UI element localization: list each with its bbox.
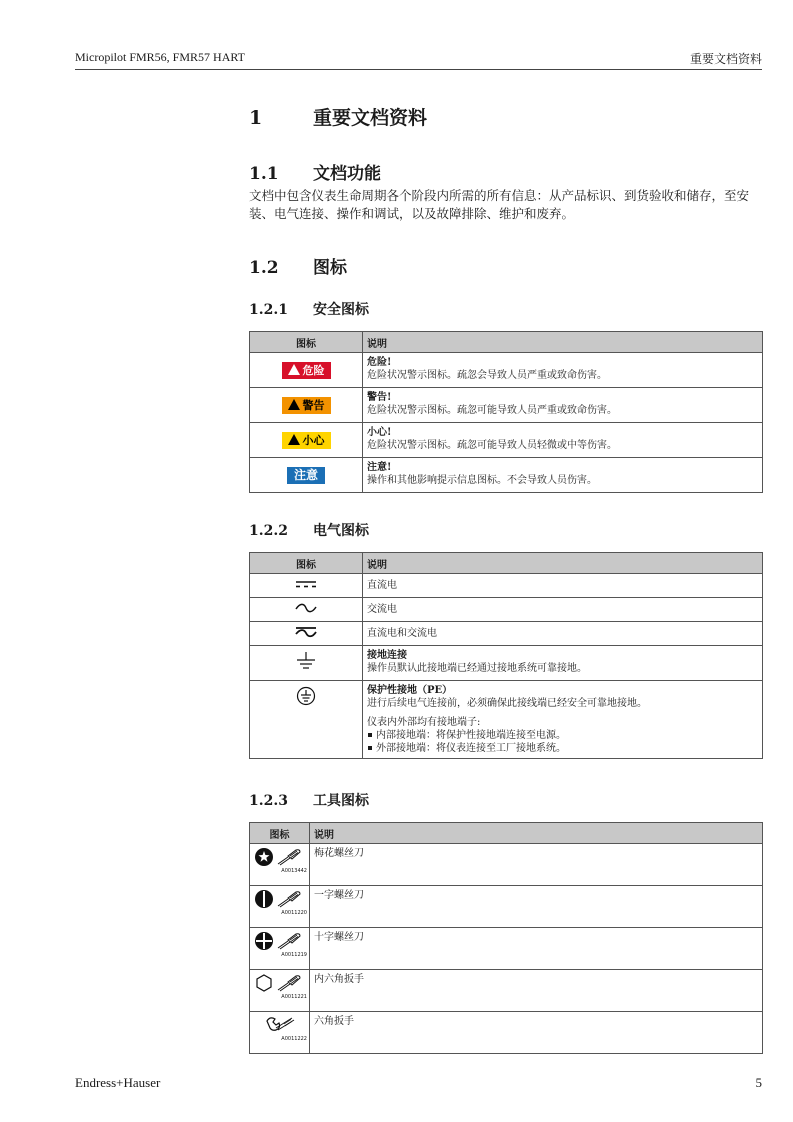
table-row: 保护性接地（PE） 进行后续电气连接前，必须确保此接线端已经安全可靠地接地。 仪表内外部均有接地端子: 内部接地端：将保护性接地端连接至电源。 外部接地端：将仪表连接至工厂接地系统。 — [250, 681, 763, 759]
table-row: A0011221 内六角扳手 — [250, 970, 763, 1012]
warning-badge: 警告 — [282, 397, 331, 414]
safety-symbols-table — [249, 331, 763, 493]
table-row: 警告 警告! 危险状况警示图标。疏忽可能导致人员严重或致命伤害。 — [250, 388, 763, 423]
torx-screwdriver-icon — [254, 847, 274, 867]
hexagon-key-icon — [254, 973, 274, 993]
section-1-2-2-heading: 1.2.2 电气图标 — [249, 523, 369, 539]
ac-dc-current-icon — [295, 626, 317, 638]
allen-key-icon — [276, 974, 302, 992]
table-row: A0013442 梅花螺丝刀 — [250, 844, 763, 886]
page-header — [75, 48, 762, 70]
protective-earth-icon — [296, 686, 316, 706]
list-item: 外部接地端：将仪表连接至工厂接地系统。 — [367, 742, 758, 755]
col-icon-header: 图标 — [250, 332, 363, 353]
table-row: 小心 小心! 危险状况警示图标。疏忽可能导致人员轻微或中等伤害。 — [250, 423, 763, 458]
warning-triangle-icon — [288, 399, 300, 410]
list-item: 内部接地端：将保护性接地端连接至电源。 — [367, 729, 758, 742]
table-row: 直流电和交流电 — [250, 622, 763, 646]
table-row: 接地连接 操作员默认此接地端已经通过接地系统可靠接地。 — [250, 646, 763, 681]
alternating-current-icon — [295, 603, 317, 613]
table-row: 直流电 — [250, 574, 763, 598]
table-row: A0011219 十字螺丝刀 — [250, 928, 763, 970]
section-1-2-1-heading: 1.2.1 安全图标 — [249, 302, 369, 318]
notice-badge: 注意 — [287, 467, 325, 484]
section-1-1-text: 文档中包含仪表生命周期各个阶段内所需的所有信息：从产品标识、到货验收和储存，至安装、电气连接、操作和调试，以及故障排除、维护和废弃。 — [249, 188, 750, 221]
danger-badge: 危险 — [282, 362, 331, 379]
direct-current-icon — [295, 579, 317, 589]
warning-triangle-icon — [288, 364, 300, 375]
section-1-2-3-heading: 1.2.3 工具图标 — [249, 793, 369, 809]
warning-triangle-icon — [288, 434, 300, 445]
page-number: 5 — [755, 1075, 762, 1090]
screwdriver-icon — [276, 890, 302, 908]
electrical-symbols-table — [249, 552, 763, 759]
ground-icon — [296, 651, 316, 671]
table-row: 危险 危险! 危险状况警示图标。疏忽会导致人员严重或致命伤害。 — [250, 353, 763, 388]
table-row: 交流电 — [250, 598, 763, 622]
phillips-screwdriver-icon — [254, 931, 274, 951]
table-row: A0011222 六角扳手 — [250, 1012, 763, 1054]
section-1-heading: 1 重要文档资料 — [249, 107, 428, 129]
footer-brand: Endress+Hauser — [75, 1075, 161, 1090]
table-row: A0011220 一字螺丝刀 — [250, 886, 763, 928]
header-product: Micropilot FMR56, FMR57 HART — [75, 50, 245, 64]
col-icon-header: 图标 — [250, 553, 363, 574]
table-row: 注意 注意! 操作和其他影响提示信息图标。不会导致人员伤害。 — [250, 458, 763, 493]
col-desc-header: 说明 — [363, 332, 763, 353]
col-desc-header: 说明 — [310, 823, 763, 844]
col-icon-header: 图标 — [250, 823, 310, 844]
caution-badge: 小心 — [282, 432, 331, 449]
flat-blade-screwdriver-icon — [254, 889, 274, 909]
screwdriver-icon — [276, 848, 302, 866]
col-desc-header: 说明 — [363, 553, 763, 574]
section-1-2-heading: 1.2 图标 — [249, 258, 347, 278]
tool-symbols-table — [249, 822, 763, 1054]
screwdriver-icon — [276, 932, 302, 950]
section-1-1-heading: 1.1 文档功能 — [249, 164, 381, 184]
open-end-wrench-icon — [264, 1015, 298, 1035]
header-chapter: 重要文档资料 — [689, 52, 762, 66]
